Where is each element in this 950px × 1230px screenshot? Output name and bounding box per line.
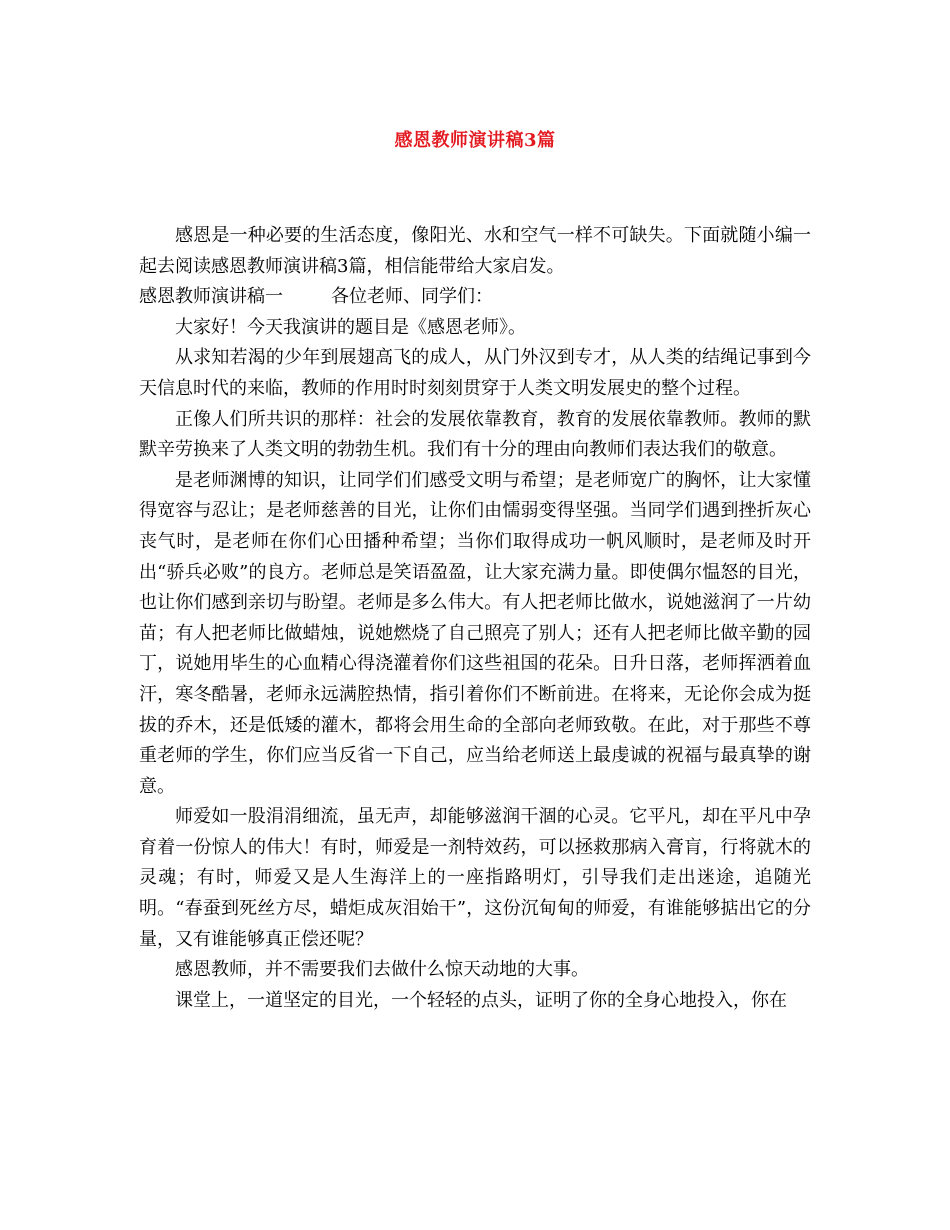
document-body <box>139 221 811 1016</box>
body-paragraph: 感恩教师，并不需要我们去做什么惊天动地的大事。 <box>175 959 589 981</box>
section-heading-line <box>139 282 811 313</box>
body-paragraph: 课堂上，一道坚定的目光，一个轻轻的点头，证明了你的全身心地投入，你在 <box>175 989 787 1011</box>
intro-paragraph: 感恩是一种必要的生活态度，像阳光、水和空气一样不可缺失。下面就随小编一起去阅读感恩教师演讲稿3篇，相信能带给大家启发。 <box>139 225 811 277</box>
body-paragraph: 正像人们所共识的那样：社会的发展依靠教育，教育的发展依靠教师。教师的默默辛劳换来了人类文明的勃勃生机。我们有十分的理由向教师们表达我们的敬意。 <box>139 408 811 461</box>
body-paragraph: 从求知若渴的少年到展翅高飞的成人，从门外汉到专才，从人类的结绳记事到今天信息时代的来临，教师的作用时时刻刻贯穿于人类文明发展史的整个过程。 <box>139 347 811 399</box>
body-paragraph: 是老师渊博的知识，让同学们们感受文明与希望；是老师宽广的胸怀，让大家懂得宽容与忍让；是老师慈善的目光，让你们由懦弱变得坚强。当同学们遇到挫折灰心丧气时，是老师在你们心田播种希望；当你们取得成功一帆风顺时，是老师及时开出“骄兵必败”的良方。老师总是笑语盈盈，让大家充满力量。即使偶尔愠怒的目光，也让你们感到亲切与盼望。老师是多么伟大。有人把老师比做水，说她滋润了一片幼苗；有人把老师比做蜡烛，说她燃烧了自己照亮了别人；还有人把老师比做辛勤的园丁，说她用毕生的心血精心得浇灌着你们这些祖国的花朵。日升日落，老师挥洒着血汗，寒冬酷暑，老师永远满腔热情，指引着你们不断前进。在将来，无论你会成为挺拔的乔木，还是低矮的灌木，都将会用生命的全部向老师致敬。在此，对于那些不尊重老师的学生，你们应当反省一下自己，应当给老师送上最虔诚的祝福与最真挚的谢意。 <box>139 469 811 797</box>
section-heading: 感恩教师演讲稿一 <box>139 286 283 308</box>
salutation: 各位老师、同学们： <box>331 286 493 308</box>
body-paragraph: 师爱如一股涓涓细流，虽无声，却能够滋润干涸的心灵。它平凡，却在平凡中孕育着一份惊人的伟大！有时，师爱是一剂特效药，可以拯救那病入膏肓，行将就木的灵魂；有时，师爱又是人生海洋上的一座指路明灯，引导我们走出迷途，追随光明。“春蚕到死丝方尽，蜡炬成灰泪始干”，这份沉甸甸的师爱，有谁能够掂出它的分量，又有谁能够真正偿还呢？ <box>139 806 811 950</box>
document-title: 感恩教师演讲稿3篇 <box>394 130 556 151</box>
body-paragraph: 大家好！今天我演讲的题目是《感恩老师》。 <box>175 316 526 338</box>
